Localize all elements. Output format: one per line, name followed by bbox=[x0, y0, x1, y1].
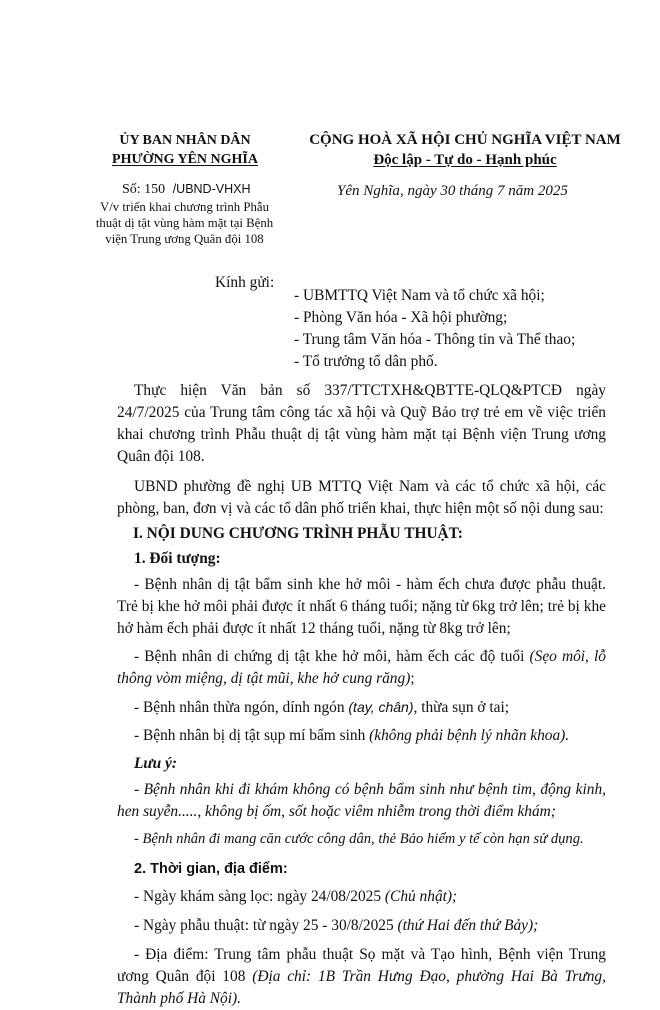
note-label: Lưu ý: bbox=[134, 755, 177, 772]
recipient-item: - Phòng Văn hóa - Xã hội phường; bbox=[294, 309, 508, 326]
criteria-item: - Bệnh nhân dị tật bẩm sinh khe hở môi - hàm ếch chưa được phẫu thuật. Trẻ bị khe hở môi phải được ít nhất 6 tháng tuổi; nặng từ 6kg trở lên; trẻ bị khe hở hàm ếch phải được ít nhất 12 tháng tuổi, nặng từ 8kg trở lên; bbox=[117, 576, 606, 637]
national-motto bbox=[300, 130, 630, 170]
schedule-item: - Ngày khám sàng lọc: ngày 24/08/2025 (Chủ nhật); bbox=[134, 888, 458, 905]
intro-paragraph-2: UBND phường đề nghị UB MTTQ Việt Nam và các tổ chức xã hội, các phòng, ban, đơn vị và các tổ dân phố triển khai, thực hiện một số nội dung sau: bbox=[117, 478, 606, 517]
section-heading: I. NỘI DUNG CHƯƠNG TRÌNH PHẪU THUẬT: bbox=[133, 525, 463, 542]
recipient-item: - Trung tâm Văn hóa - Thông tin và Thể thao; bbox=[294, 331, 576, 348]
criteria-item: - Bệnh nhân di chứng dị tật khe hở môi, hàm ếch các độ tuổi (Sẹo môi, lỗ thông vòm miệng, dị tật mũi, khe hở cung răng); bbox=[117, 648, 606, 687]
recipients-list bbox=[294, 285, 624, 373]
document-body bbox=[117, 380, 606, 1010]
motto: Độc lập - Tự do - Hạnh phúc bbox=[373, 152, 557, 168]
issuing-authority bbox=[100, 131, 270, 169]
org-name-line1: ỦY BAN NHÂN DÂN bbox=[119, 133, 251, 148]
schedule-item: - Địa điểm: Trung tâm phẫu thuật Sọ mặt và Tạo hình, Bệnh viện Trung ương Quân đội 108 (Địa chỉ: 1B Trần Hưng Đạo, phường Hai Bà Trưng, Thành phố Hà Nội). bbox=[117, 946, 606, 1007]
recipient-item: - UBMTTQ Việt Nam và tổ chức xã hội; bbox=[294, 287, 545, 304]
document-subject: V/v triển khai chương trình Phẫu thuật dị tật vùng hàm mặt tại Bệnh viện Trung ương Quân đội 108 bbox=[95, 200, 274, 246]
criteria-item: - Bệnh nhân thừa ngón, dính ngón (tay, chân), thừa sụn ở tai; bbox=[134, 699, 510, 716]
subsection-heading: 2. Thời gian, địa điểm: bbox=[134, 861, 288, 877]
criteria-item: - Bệnh nhân bị dị tật sụp mí bẩm sinh (không phải bệnh lý nhãn khoa). bbox=[134, 727, 570, 744]
intro-paragraph-1: Thực hiện Văn bản số 337/TTCTXH&QBTTE-QLQ&PTCĐ ngày 24/7/2025 của Trung tâm công tác xã hội và Quỹ Bảo trợ trẻ em về việc triển khai chương trình Phẫu thuật dị tật vùng hàm mặt tại Bệnh viện Trung ương Quân đội 108. bbox=[117, 382, 606, 465]
subsection-heading: 1. Đối tượng: bbox=[134, 550, 221, 567]
note-item: - Bệnh nhân khi đi khám không có bệnh bẩm sinh như bệnh tim, động kinh, hen suyễn....., không bị ốm, sốt hoặc viêm nhiễm trong thời điểm khám; bbox=[117, 781, 606, 820]
nation-title: CỘNG HOÀ XÃ HỘI CHỦ NGHĨA VIỆT NAM bbox=[309, 132, 621, 148]
note-item: - Bệnh nhân đi mang căn cước công dân, thẻ Bảo hiểm y tế còn hạn sử dụng. bbox=[134, 831, 584, 847]
recipients-label: Kính gửi: bbox=[215, 274, 275, 291]
document-number: Số: 150 /UBND-VHXH bbox=[122, 182, 251, 197]
issue-date: Yên Nghĩa, ngày 30 tháng 7 năm 2025 bbox=[337, 183, 568, 199]
schedule-item: - Ngày phẫu thuật: từ ngày 25 - 30/8/2025 (thứ Hai đến thứ Bảy); bbox=[134, 917, 539, 934]
recipient-item: - Tổ trưởng tổ dân phố. bbox=[294, 353, 438, 370]
org-name-line2: PHƯỜNG YÊN NGHĨA bbox=[112, 152, 258, 167]
